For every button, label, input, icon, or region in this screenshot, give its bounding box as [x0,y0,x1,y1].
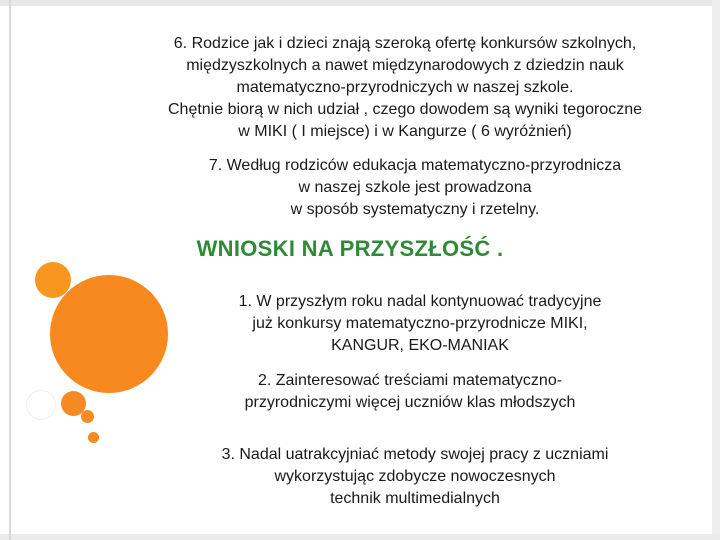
text-line: 1. W przyszłym roku nadal kontynuować tradycyjne [238,293,602,310]
conclusion-item-1 [180,291,660,357]
text-line: wykorzystując zdobycze nowoczesnych [274,468,556,485]
decor-circle-tiny-1 [81,410,94,423]
text-line: Chętnie biorą w nich udział , czego dowodem są wyniki tegoroczne [167,101,643,118]
text-line: KANGUR, EKO-MANIAK [331,337,509,354]
slide-left-rule [9,0,11,540]
text-line: w MIKI ( I miejsce) i w Kangurze ( 6 wyróżnień) [238,123,572,140]
slide-right-border [712,0,720,540]
text-line: międzyszkolnych a nawet międzynarodowych z dziedzin nauk [186,57,624,74]
paragraph-item-6 [110,33,700,143]
text-line: przyrodniczymi więcej uczniów klas młodszych [244,394,576,411]
conclusions-heading: WNIOSKI NA PRZYSZŁOŚĆ . [196,236,504,261]
text-line: 3. Nadal uatrakcyjniać metody swojej pracy z uczniami [221,446,609,463]
text-line: w sposób systematyczny i rzetelny. [290,201,540,218]
decor-circle-tiny-2 [88,432,99,443]
paragraph-item-7 [150,155,680,221]
slide-top-border [0,0,720,6]
slide-bottom-border [0,534,720,540]
conclusion-item-3 [160,444,670,510]
text-line: matematyczno-przyrodniczych w naszej szkole. [236,79,574,96]
text-line: 6. Rodzice jak i dzieci znają szeroką ofertę konkursów szkolnych, [173,35,637,52]
text-line: 2. Zainteresować treściami matematyczno- [257,372,563,389]
conclusion-item-2 [165,370,655,414]
text-line: technik multimedialnych [330,490,500,507]
text-line: w naszej szkole jest prowadzona [298,179,532,196]
text-line: 7. Według rodziców edukacja matematyczno-przyrodnicza [208,157,622,174]
decor-ring [26,390,56,420]
decor-circle-large [50,275,168,393]
text-line: już konkursy matematyczno-przyrodnicze MIKI, [252,315,588,332]
